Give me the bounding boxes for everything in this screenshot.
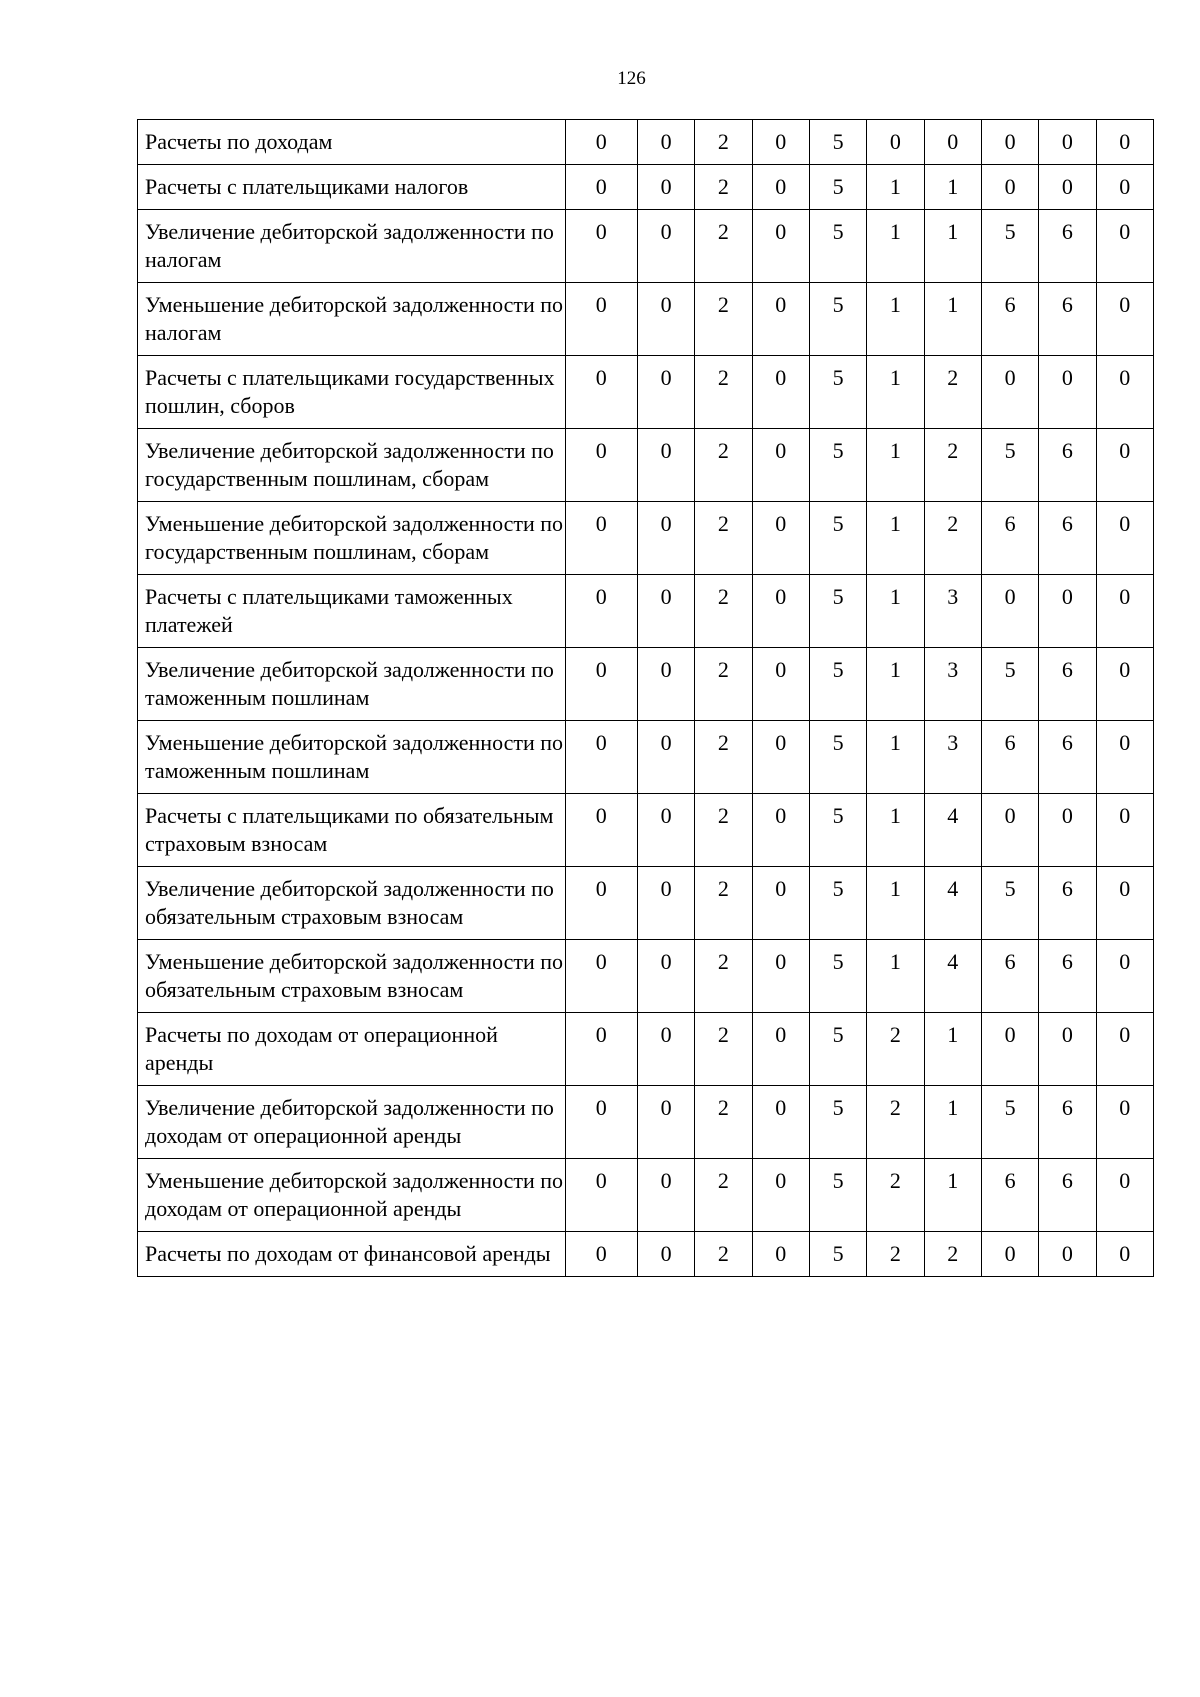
table-row bbox=[138, 575, 1154, 648]
code-digit-cell: 0 bbox=[637, 502, 694, 575]
code-digit-cell: 0 bbox=[867, 120, 924, 165]
code-digit-cell: 3 bbox=[924, 721, 981, 794]
code-digit-cell: 0 bbox=[1096, 356, 1153, 429]
code-digit-cell: 4 bbox=[924, 794, 981, 867]
code-digit-cell: 5 bbox=[981, 429, 1038, 502]
code-digit-cell: 0 bbox=[565, 794, 637, 867]
row-name-cell: Уменьшение дебиторской задолженности по обязательным страховым взносам bbox=[138, 940, 566, 1013]
code-digit-cell: 5 bbox=[809, 1159, 866, 1232]
code-digit-cell: 0 bbox=[752, 429, 809, 502]
code-digit-cell: 0 bbox=[752, 1086, 809, 1159]
code-digit-cell: 1 bbox=[924, 283, 981, 356]
table-row bbox=[138, 721, 1154, 794]
code-digit-cell: 0 bbox=[752, 1159, 809, 1232]
code-digit-cell: 0 bbox=[1096, 502, 1153, 575]
code-digit-cell: 2 bbox=[695, 794, 752, 867]
code-digit-cell: 1 bbox=[924, 1013, 981, 1086]
code-digit-cell: 5 bbox=[809, 210, 866, 283]
row-name-cell: Уменьшение дебиторской задолженности по таможенным пошлинам bbox=[138, 721, 566, 794]
code-digit-cell: 2 bbox=[867, 1232, 924, 1277]
code-digit-cell: 0 bbox=[1039, 1013, 1096, 1086]
code-digit-cell: 5 bbox=[809, 1086, 866, 1159]
row-name-cell: Уменьшение дебиторской задолженности по доходам от операционной аренды bbox=[138, 1159, 566, 1232]
code-digit-cell: 0 bbox=[752, 356, 809, 429]
code-digit-cell: 0 bbox=[981, 794, 1038, 867]
code-digit-cell: 0 bbox=[637, 1086, 694, 1159]
table-row bbox=[138, 356, 1154, 429]
code-digit-cell: 5 bbox=[809, 867, 866, 940]
code-digit-cell: 0 bbox=[1096, 165, 1153, 210]
code-digit-cell: 0 bbox=[565, 1232, 637, 1277]
table-row bbox=[138, 502, 1154, 575]
code-digit-cell: 2 bbox=[695, 210, 752, 283]
code-digit-cell: 6 bbox=[1039, 867, 1096, 940]
code-digit-cell: 1 bbox=[867, 575, 924, 648]
code-digit-cell: 0 bbox=[981, 356, 1038, 429]
code-digit-cell: 2 bbox=[695, 575, 752, 648]
code-digit-cell: 0 bbox=[1096, 575, 1153, 648]
table-row bbox=[138, 283, 1154, 356]
code-digit-cell: 0 bbox=[565, 210, 637, 283]
code-digit-cell: 0 bbox=[637, 1159, 694, 1232]
code-digit-cell: 0 bbox=[752, 575, 809, 648]
account-codes-table bbox=[137, 119, 1154, 1277]
code-digit-cell: 0 bbox=[924, 120, 981, 165]
code-digit-cell: 0 bbox=[565, 648, 637, 721]
code-digit-cell: 0 bbox=[637, 120, 694, 165]
code-digit-cell: 0 bbox=[1096, 794, 1153, 867]
code-digit-cell: 2 bbox=[695, 1086, 752, 1159]
code-digit-cell: 6 bbox=[981, 940, 1038, 1013]
table-row bbox=[138, 794, 1154, 867]
code-digit-cell: 0 bbox=[752, 120, 809, 165]
code-digit-cell: 5 bbox=[809, 1013, 866, 1086]
code-digit-cell: 2 bbox=[695, 721, 752, 794]
code-digit-cell: 0 bbox=[637, 1232, 694, 1277]
code-digit-cell: 0 bbox=[752, 1013, 809, 1086]
code-digit-cell: 0 bbox=[565, 120, 637, 165]
code-digit-cell: 1 bbox=[867, 940, 924, 1013]
row-name-cell: Уменьшение дебиторской задолженности по налогам bbox=[138, 283, 566, 356]
code-digit-cell: 2 bbox=[695, 356, 752, 429]
code-digit-cell: 0 bbox=[637, 356, 694, 429]
code-digit-cell: 0 bbox=[637, 794, 694, 867]
code-digit-cell: 0 bbox=[752, 721, 809, 794]
table-row bbox=[138, 1159, 1154, 1232]
code-digit-cell: 0 bbox=[1039, 575, 1096, 648]
code-digit-cell: 0 bbox=[637, 429, 694, 502]
code-digit-cell: 2 bbox=[695, 120, 752, 165]
code-digit-cell: 1 bbox=[867, 721, 924, 794]
code-digit-cell: 0 bbox=[565, 502, 637, 575]
code-digit-cell: 0 bbox=[752, 794, 809, 867]
code-digit-cell: 0 bbox=[1096, 1013, 1153, 1086]
row-name-cell: Увеличение дебиторской задолженности по налогам bbox=[138, 210, 566, 283]
table-row bbox=[138, 210, 1154, 283]
row-name-cell: Уменьшение дебиторской задолженности по государственным пошлинам, сборам bbox=[138, 502, 566, 575]
code-digit-cell: 0 bbox=[1096, 721, 1153, 794]
code-digit-cell: 0 bbox=[637, 165, 694, 210]
code-digit-cell: 2 bbox=[867, 1159, 924, 1232]
code-digit-cell: 5 bbox=[981, 867, 1038, 940]
code-digit-cell: 0 bbox=[1039, 356, 1096, 429]
code-digit-cell: 2 bbox=[924, 502, 981, 575]
code-digit-cell: 0 bbox=[752, 502, 809, 575]
row-name-cell: Увеличение дебиторской задолженности по государственным пошлинам, сборам bbox=[138, 429, 566, 502]
code-digit-cell: 5 bbox=[809, 721, 866, 794]
code-digit-cell: 0 bbox=[752, 165, 809, 210]
code-digit-cell: 5 bbox=[809, 356, 866, 429]
code-digit-cell: 4 bbox=[924, 940, 981, 1013]
code-digit-cell: 0 bbox=[1096, 210, 1153, 283]
code-digit-cell: 0 bbox=[1096, 120, 1153, 165]
code-digit-cell: 1 bbox=[867, 283, 924, 356]
code-digit-cell: 1 bbox=[924, 1086, 981, 1159]
code-digit-cell: 0 bbox=[565, 721, 637, 794]
code-digit-cell: 0 bbox=[637, 648, 694, 721]
code-digit-cell: 0 bbox=[637, 210, 694, 283]
code-digit-cell: 1 bbox=[867, 210, 924, 283]
code-digit-cell: 5 bbox=[809, 1232, 866, 1277]
row-name-cell: Расчеты с плательщиками налогов bbox=[138, 165, 566, 210]
code-digit-cell: 0 bbox=[565, 429, 637, 502]
code-digit-cell: 6 bbox=[1039, 429, 1096, 502]
code-digit-cell: 2 bbox=[695, 867, 752, 940]
code-digit-cell: 3 bbox=[924, 575, 981, 648]
code-digit-cell: 0 bbox=[565, 940, 637, 1013]
code-digit-cell: 5 bbox=[809, 940, 866, 1013]
code-digit-cell: 6 bbox=[1039, 721, 1096, 794]
code-digit-cell: 6 bbox=[1039, 940, 1096, 1013]
table-row bbox=[138, 867, 1154, 940]
code-digit-cell: 0 bbox=[637, 721, 694, 794]
code-digit-cell: 2 bbox=[867, 1013, 924, 1086]
code-digit-cell: 0 bbox=[752, 867, 809, 940]
code-digit-cell: 2 bbox=[695, 165, 752, 210]
code-digit-cell: 6 bbox=[1039, 648, 1096, 721]
code-digit-cell: 0 bbox=[752, 1232, 809, 1277]
code-digit-cell: 0 bbox=[565, 1013, 637, 1086]
code-digit-cell: 6 bbox=[1039, 283, 1096, 356]
code-digit-cell: 6 bbox=[981, 502, 1038, 575]
code-digit-cell: 6 bbox=[1039, 1159, 1096, 1232]
code-digit-cell: 0 bbox=[752, 648, 809, 721]
code-digit-cell: 0 bbox=[637, 283, 694, 356]
code-digit-cell: 2 bbox=[924, 356, 981, 429]
code-digit-cell: 3 bbox=[924, 648, 981, 721]
table-row bbox=[138, 165, 1154, 210]
code-digit-cell: 0 bbox=[1039, 165, 1096, 210]
code-digit-cell: 2 bbox=[695, 1013, 752, 1086]
table-row bbox=[138, 429, 1154, 502]
code-digit-cell: 2 bbox=[695, 1232, 752, 1277]
table-row bbox=[138, 648, 1154, 721]
table-row bbox=[138, 1086, 1154, 1159]
code-digit-cell: 0 bbox=[981, 1232, 1038, 1277]
code-digit-cell: 2 bbox=[924, 429, 981, 502]
code-digit-cell: 5 bbox=[809, 429, 866, 502]
code-digit-cell: 6 bbox=[981, 283, 1038, 356]
code-digit-cell: 5 bbox=[809, 794, 866, 867]
code-digit-cell: 0 bbox=[981, 120, 1038, 165]
code-digit-cell: 1 bbox=[867, 356, 924, 429]
code-digit-cell: 2 bbox=[695, 648, 752, 721]
code-digit-cell: 2 bbox=[867, 1086, 924, 1159]
code-digit-cell: 0 bbox=[752, 940, 809, 1013]
code-digit-cell: 1 bbox=[867, 648, 924, 721]
code-digit-cell: 0 bbox=[565, 1159, 637, 1232]
code-digit-cell: 0 bbox=[637, 940, 694, 1013]
table-row bbox=[138, 1232, 1154, 1277]
row-name-cell: Расчеты с плательщиками таможенных платежей bbox=[138, 575, 566, 648]
code-digit-cell: 6 bbox=[1039, 210, 1096, 283]
code-digit-cell: 5 bbox=[809, 120, 866, 165]
code-digit-cell: 0 bbox=[565, 1086, 637, 1159]
code-digit-cell: 5 bbox=[981, 648, 1038, 721]
code-digit-cell: 6 bbox=[981, 1159, 1038, 1232]
table-body bbox=[138, 120, 1154, 1277]
code-digit-cell: 0 bbox=[752, 283, 809, 356]
code-digit-cell: 5 bbox=[981, 1086, 1038, 1159]
code-digit-cell: 0 bbox=[1039, 1232, 1096, 1277]
code-digit-cell: 0 bbox=[1096, 867, 1153, 940]
code-digit-cell: 2 bbox=[695, 429, 752, 502]
page-number: 126 bbox=[617, 68, 646, 89]
row-name-cell: Расчеты по доходам от финансовой аренды bbox=[138, 1232, 566, 1277]
code-digit-cell: 0 bbox=[1039, 794, 1096, 867]
code-digit-cell: 5 bbox=[809, 648, 866, 721]
code-digit-cell: 5 bbox=[809, 575, 866, 648]
code-digit-cell: 0 bbox=[637, 1013, 694, 1086]
code-digit-cell: 4 bbox=[924, 867, 981, 940]
code-digit-cell: 0 bbox=[565, 356, 637, 429]
code-digit-cell: 2 bbox=[924, 1232, 981, 1277]
code-digit-cell: 5 bbox=[809, 283, 866, 356]
code-digit-cell: 0 bbox=[981, 575, 1038, 648]
code-digit-cell: 0 bbox=[1096, 1159, 1153, 1232]
table-row bbox=[138, 1013, 1154, 1086]
code-digit-cell: 6 bbox=[1039, 1086, 1096, 1159]
code-digit-cell: 0 bbox=[1096, 1232, 1153, 1277]
row-name-cell: Увеличение дебиторской задолженности по таможенным пошлинам bbox=[138, 648, 566, 721]
code-digit-cell: 5 bbox=[809, 165, 866, 210]
code-digit-cell: 2 bbox=[695, 940, 752, 1013]
code-digit-cell: 6 bbox=[1039, 502, 1096, 575]
row-name-cell: Увеличение дебиторской задолженности по доходам от операционной аренды bbox=[138, 1086, 566, 1159]
code-digit-cell: 0 bbox=[752, 210, 809, 283]
code-digit-cell: 0 bbox=[1096, 429, 1153, 502]
code-digit-cell: 5 bbox=[981, 210, 1038, 283]
code-digit-cell: 1 bbox=[867, 867, 924, 940]
code-digit-cell: 1 bbox=[867, 429, 924, 502]
code-digit-cell: 0 bbox=[637, 575, 694, 648]
code-digit-cell: 0 bbox=[1096, 940, 1153, 1013]
table-row bbox=[138, 120, 1154, 165]
code-digit-cell: 0 bbox=[637, 867, 694, 940]
row-name-cell: Расчеты по доходам от операционной аренды bbox=[138, 1013, 566, 1086]
code-digit-cell: 6 bbox=[981, 721, 1038, 794]
code-digit-cell: 1 bbox=[924, 210, 981, 283]
code-digit-cell: 0 bbox=[1096, 648, 1153, 721]
code-digit-cell: 1 bbox=[867, 502, 924, 575]
row-name-cell: Расчеты с плательщиками по обязательным страховым взносам bbox=[138, 794, 566, 867]
code-digit-cell: 2 bbox=[695, 1159, 752, 1232]
code-digit-cell: 1 bbox=[867, 165, 924, 210]
code-digit-cell: 0 bbox=[1039, 120, 1096, 165]
code-digit-cell: 0 bbox=[565, 165, 637, 210]
code-digit-cell: 2 bbox=[695, 502, 752, 575]
row-name-cell: Увеличение дебиторской задолженности по обязательным страховым взносам bbox=[138, 867, 566, 940]
code-digit-cell: 0 bbox=[1096, 1086, 1153, 1159]
code-digit-cell: 1 bbox=[867, 794, 924, 867]
table-row bbox=[138, 940, 1154, 1013]
code-digit-cell: 0 bbox=[565, 575, 637, 648]
row-name-cell: Расчеты по доходам bbox=[138, 120, 566, 165]
code-digit-cell: 0 bbox=[565, 283, 637, 356]
code-digit-cell: 1 bbox=[924, 165, 981, 210]
code-digit-cell: 0 bbox=[1096, 283, 1153, 356]
code-digit-cell: 1 bbox=[924, 1159, 981, 1232]
row-name-cell: Расчеты с плательщиками государственных пошлин, сборов bbox=[138, 356, 566, 429]
code-digit-cell: 0 bbox=[981, 1013, 1038, 1086]
code-digit-cell: 0 bbox=[981, 165, 1038, 210]
code-digit-cell: 0 bbox=[565, 867, 637, 940]
code-digit-cell: 5 bbox=[809, 502, 866, 575]
code-digit-cell: 2 bbox=[695, 283, 752, 356]
